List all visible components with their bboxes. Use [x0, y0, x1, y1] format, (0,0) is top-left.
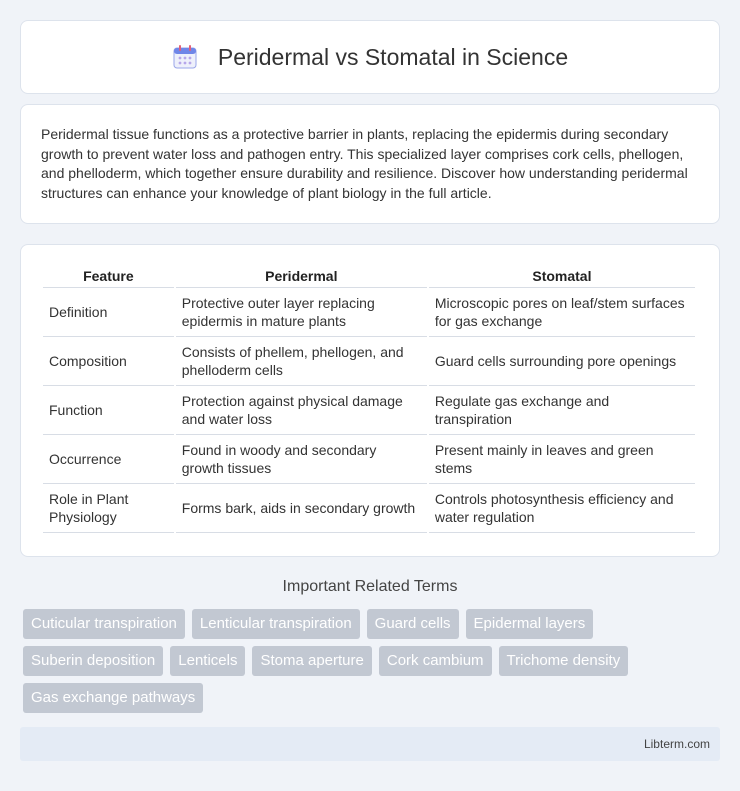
row-peridermal: Protective outer layer replacing epidermis in mature plants [176, 288, 427, 337]
tag-cork-cambium[interactable]: Cork cambium [379, 646, 492, 676]
comparison-table-card [20, 244, 720, 557]
tag-lenticels[interactable]: Lenticels [170, 646, 245, 676]
header-card [20, 20, 720, 94]
tag-epidermal-layers[interactable]: Epidermal layers [466, 609, 594, 639]
row-stomatal: Present mainly in leaves and green stems [429, 435, 695, 484]
tag-stoma-aperture[interactable]: Stoma aperture [252, 646, 371, 676]
row-peridermal: Forms bark, aids in secondary growth [176, 484, 427, 533]
page-title: Peridermal vs Stomatal in Science [217, 43, 569, 70]
table-row [43, 337, 695, 386]
tag-suberin-deposition[interactable]: Suberin deposition [23, 646, 163, 676]
table-row [43, 288, 695, 337]
row-feature: Role in Plant Physiology [43, 484, 174, 533]
row-peridermal: Protection against physical damage and water loss [176, 386, 427, 435]
table-header-row [43, 261, 695, 288]
row-peridermal: Found in woody and secondary growth tissues [176, 435, 427, 484]
row-feature: Occurrence [43, 435, 174, 484]
row-peridermal: Consists of phellem, phellogen, and phelloderm cells [176, 337, 427, 386]
calendar-icon [172, 44, 198, 70]
row-feature: Function [43, 386, 174, 435]
related-terms-title: Important Related Terms [282, 578, 458, 595]
header-stomatal: Stomatal [429, 261, 695, 288]
row-feature: Composition [43, 337, 174, 386]
row-stomatal: Controls photosynthesis efficiency and water regulation [429, 484, 695, 533]
row-stomatal: Guard cells surrounding pore openings [429, 337, 695, 386]
row-stomatal: Microscopic pores on leaf/stem surfaces for gas exchange [429, 288, 695, 337]
tag-cuticular-transpiration[interactable]: Cuticular transpiration [23, 609, 185, 639]
related-terms-tags [23, 609, 723, 720]
tag-lenticular-transpiration[interactable]: Lenticular transpiration [192, 609, 360, 639]
comparison-table [41, 261, 697, 533]
footer-site-link[interactable]: Libterm.com [643, 737, 710, 751]
row-stomatal: Regulate gas exchange and transpiration [429, 386, 695, 435]
table-row [43, 484, 695, 533]
table-row [43, 386, 695, 435]
footer [20, 727, 720, 761]
intro-card [20, 104, 720, 224]
table-row [43, 435, 695, 484]
tag-trichome-density[interactable]: Trichome density [499, 646, 629, 676]
header-feature: Feature [43, 261, 174, 288]
tag-gas-exchange-pathways[interactable]: Gas exchange pathways [23, 683, 203, 713]
intro-text: Peridermal tissue functions as a protective barrier in plants, replacing the epidermis during secondary growth to prevent water loss and pathogen entry. This specialized layer comprises cork cells, phellogen, and phelloderm, which together ensure durability and resilience. Discover how understanding peridermal structures can enhance your knowledge of plant biology in the full article. [41, 126, 688, 201]
header-peridermal: Peridermal [176, 261, 427, 288]
header [172, 44, 568, 71]
row-feature: Definition [43, 288, 174, 337]
tag-guard-cells[interactable]: Guard cells [367, 609, 459, 639]
